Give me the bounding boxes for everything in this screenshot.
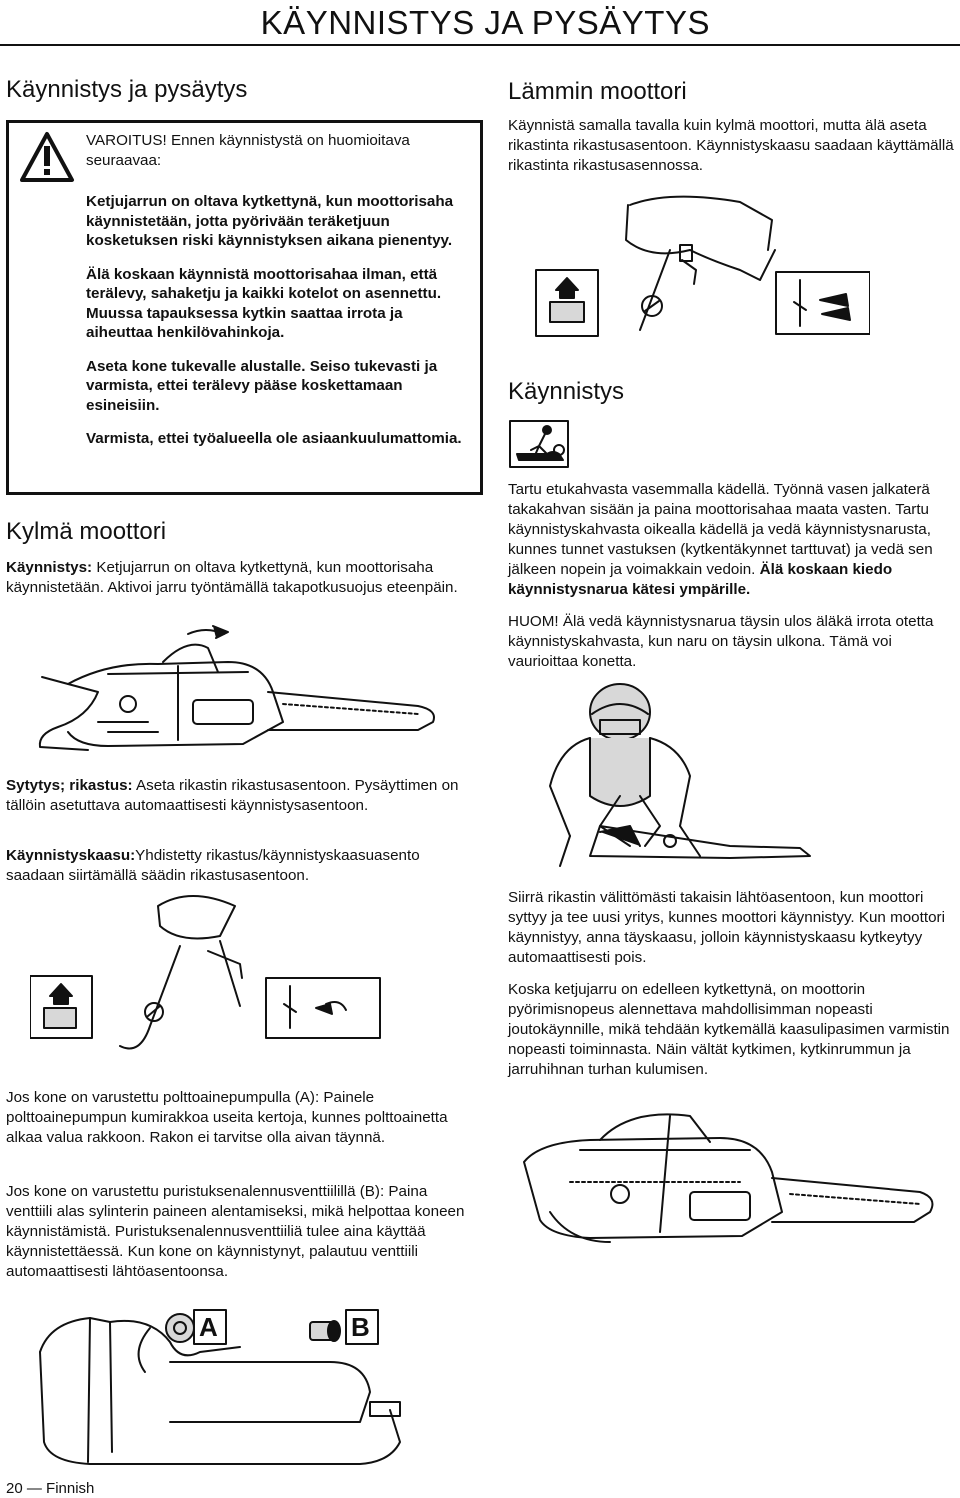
page-footer xyxy=(6,1480,94,1497)
starting-text: Tartu etukahvasta vasemmalla kädellä. Työnnä vasen jalkaterä takakahvan sisään ja paina moottorisahaa maata vasten. Tartu käynnistyskahvasta oikealla kädellä ja vedä käynnistysnarusta, kunnes tunnet vastuksen (kytkentäkynnet tarttuvat) ja vedä sen jälkeen nopein ja voimakkain vedoin. xyxy=(508,481,933,578)
footer-language: Finnish xyxy=(46,1480,95,1497)
choke-control-illustration xyxy=(30,886,410,1056)
warning-paragraph: Ketjujarrun on oltava kytkettynä, kun moottorisaha käynnistetään, jotta pyörivään teräketjuun kosketuksen riski käynnistyksen aikana pienentyy. xyxy=(86,193,454,249)
starting-paragraph xyxy=(508,480,958,600)
choke-warm-illustration xyxy=(510,190,870,350)
after-start-paragraph: Siirrä rikastin välittömästi takaisin lähtöasentoon, kun moottori syttyy ja tee uusi yritys, kunnes moottori käynnistyy. Kun moottori käynnistyy, anna täyskaasu, jolloin käynnistyskaasu kytkeytyy automaattisesti pois. xyxy=(508,889,945,966)
cold-start-paragraph xyxy=(6,558,476,598)
person-starting-chainsaw-illustration xyxy=(530,676,830,876)
warm-engine-title: Lämmin moottori xyxy=(508,78,687,105)
throttle-paragraph xyxy=(6,846,476,886)
warning-paragraph: Varmista, ettei työalueella ole asiaankuulumattomia. xyxy=(86,430,462,447)
warning-paragraph: Älä koskaan käynnistä moottorisahaa ilman, että terälevy, sahaketju ja kaikki kotelot on asennettu. Muussa tapauksessa kytkin saattaa irrota ja aiheuttaa henkilövahinkoja. xyxy=(86,265,442,341)
decompression-valve-paragraph: Jos kone on varustettu puristuksenalennusventtiilillä (B): Paina venttiili alas sylinterin paineen alentamiseksi, mikä helpottaa koneen käynnistämistä. Puristuksenalennusventtiiliä tulee aina käyttää käynnistettäessä. Kun kone on käynnistynyt, palautuu venttiili automaattisesti lähtöasentoonsa. xyxy=(6,1183,465,1280)
page-header-title: KÄYNNISTYS JA PYSÄYTYS xyxy=(260,4,710,41)
ignition-label: Sytytys; rikastus: xyxy=(6,777,133,794)
warning-paragraph: Aseta kone tukevalle alustalle. Seiso tukevasti ja varmista, ettei terälevy pääse koskettamaan esineisiin. xyxy=(86,357,438,414)
cold-start-label: Käynnistys: xyxy=(6,559,93,576)
note-paragraph: HUOM! Älä vedä käynnistysnarua täysin ulos äläkä irrota otetta käynnistyskahvasta, kun naru on täysin ulkona. Tämä voi vaurioittaa konetta. xyxy=(508,613,934,670)
label-a: A xyxy=(199,1312,218,1342)
starting-warning: Älä koskaan kiedo käynnistysnarua kätesi ympärille. xyxy=(508,561,893,598)
ignition-paragraph xyxy=(6,776,476,816)
chainsaw-brake-illustration xyxy=(28,622,448,757)
ignition-text: Aseta rikastin rikastusasentoon. Pysäyttimen on tällöin asetuttava automaattisesti käynnistysasentoon. xyxy=(6,777,459,814)
cold-engine-title: Kylmä moottori xyxy=(6,518,167,545)
throttle-text: Yhdistetty rikastus/käynnistyskaasuasento saadaan siirtämällä säädin rikastusasentoon. xyxy=(6,847,420,884)
chainsaw-throttle-illustration xyxy=(510,1102,940,1252)
warning-box xyxy=(6,120,483,495)
label-b: B xyxy=(351,1312,370,1342)
chain-brake-paragraph: Koska ketjujarru on edelleen kytkettynä, on moottorin pyörimisnopeus alennettava mahdollisimman nopeasti joutokäynnille, mikä tehdään kytkemällä kaasulipasimen varmistin nopeasti toiminnasta. Näin vältät kytkimen, kytkinrummun ja jarruhihnan turhan kulumisen. xyxy=(508,981,950,1078)
page-number: 20 xyxy=(6,1480,23,1497)
throttle-label: Käynnistyskaasu: xyxy=(6,847,136,864)
warm-engine-paragraph: Käynnistä samalla tavalla kuin kylmä moottori, mutta älä aseta rikastinta rikastusasentoon. Käynnistyskaasu saadaan käyttämällä rikastinta rikastusasennossa. xyxy=(508,117,954,174)
header-rule xyxy=(0,44,960,46)
fuel-pump-valve-illustration xyxy=(30,1292,450,1472)
footer-separator: — xyxy=(22,1480,47,1497)
fuel-pump-paragraph: Jos kone on varustettu polttoainepumpulla (A): Painele polttoainepumpun kumirakkoa useita kertoja, kunnes polttoainetta alkaa valua rakkoon. Rakon ei tarvitse olla aivan täynnä. xyxy=(6,1089,448,1146)
starting-posture-icon xyxy=(509,420,569,468)
warning-triangle-icon xyxy=(19,131,75,183)
warning-heading: VAROITUS! Ennen käynnistystä on huomioitava seuraavaa: xyxy=(86,132,410,169)
starting-title: Käynnistys xyxy=(508,378,625,405)
cold-start-text: Ketjujarrun on oltava kytkettynä, kun moottorisaha käynnistetään. Aktivoi jarru työntämällä takapotkusuojus eteenpäin. xyxy=(6,559,458,596)
section-title: Käynnistys ja pysäytys xyxy=(6,76,248,103)
